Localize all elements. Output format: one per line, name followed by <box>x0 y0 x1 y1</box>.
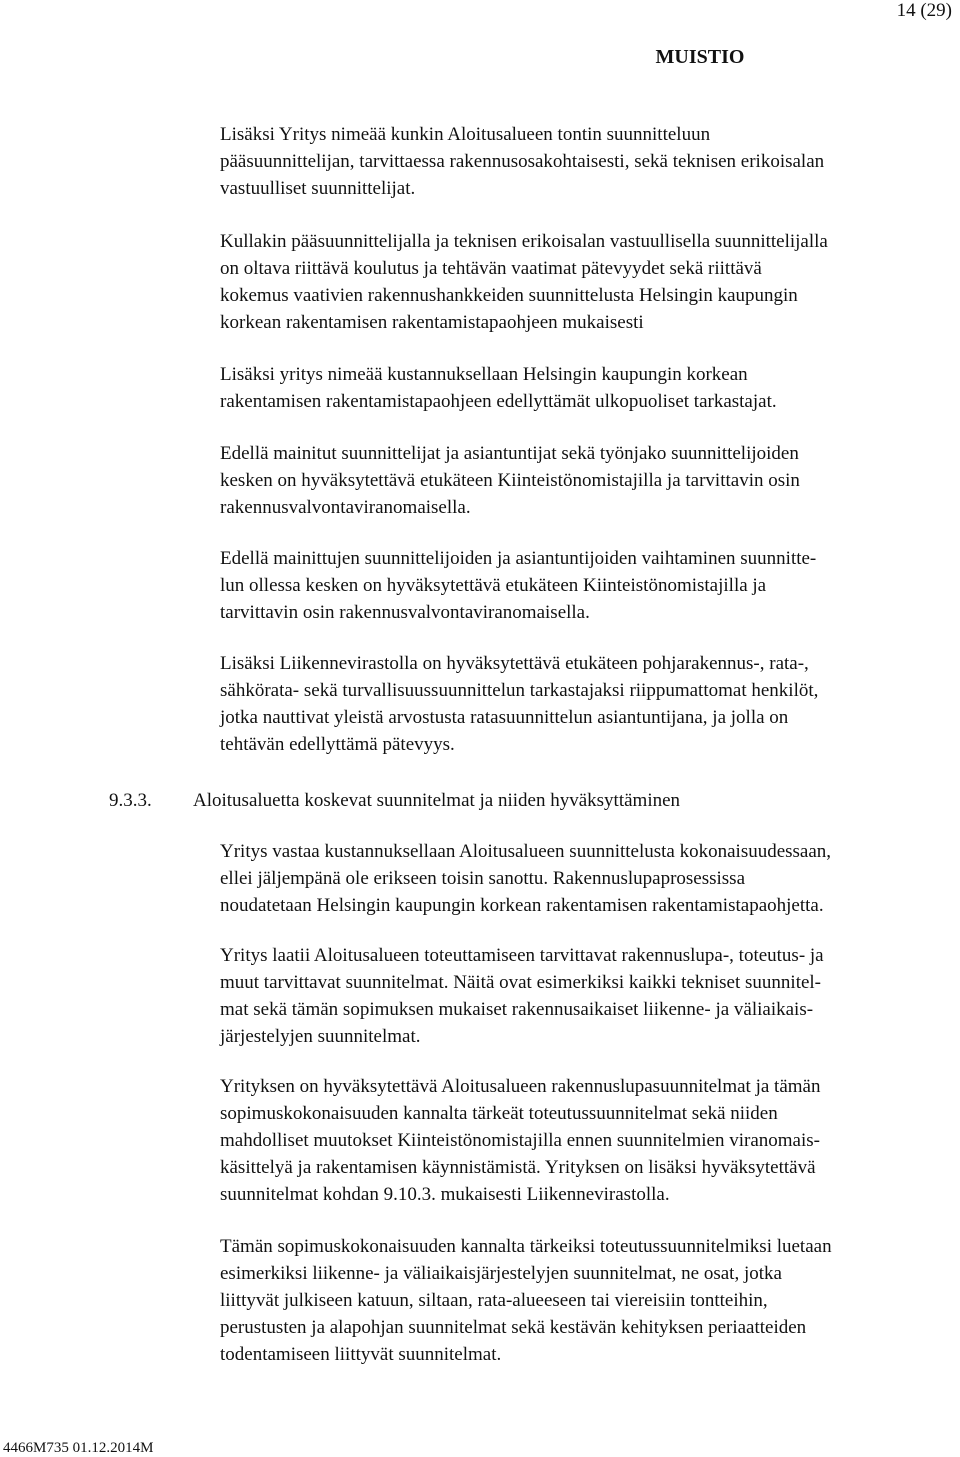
paragraph-line: Kullakin pääsuunnittelijalla ja teknisen erikoisalan vastuullisella suunnittelijalla <box>220 231 828 252</box>
paragraph-line: sopimuskokonaisuuden kannalta tärkeät toteutussuunnitelmat sekä niiden <box>220 1103 778 1124</box>
paragraph-line: Lisäksi Yritys nimeää kunkin Aloitusalueen tontin suunnitteluun <box>220 124 711 145</box>
paragraph-line: Lisäksi yritys nimeää kustannuksellaan Helsingin kaupungin korkean <box>220 364 748 385</box>
paragraph-line: Edellä mainittujen suunnittelijoiden ja asiantuntijoiden vaihtaminen suunnitte- <box>220 548 817 569</box>
paragraph-line: tarvittavin osin rakennusvalvontaviranomaisella. <box>220 602 590 623</box>
paragraph <box>220 361 955 415</box>
paragraph-line: noudatetaan Helsingin kaupungin korkean rakentamisen rakentamistapaohjetta. <box>220 895 824 916</box>
paragraph <box>220 942 955 1050</box>
paragraph-line: lun ollessa kesken on hyväksytettävä etukäteen Kiinteistönomistajilla ja <box>220 575 767 596</box>
paragraph-line: rakennusvalvontaviranomaisella. <box>220 497 471 518</box>
paragraph-line: järjestelyjen suunnitelmat. <box>220 1026 421 1047</box>
section-number: 9.3.3. <box>109 790 152 811</box>
paragraph-line: käsittelyä ja rakentamisen käynnistämistä. Yrityksen on lisäksi hyväksytettävä <box>220 1157 816 1178</box>
paragraph <box>220 545 955 626</box>
paragraph-line: mat sekä tämän sopimuksen mukaiset rakennusaikaiset liikenne- ja väliaikais- <box>220 999 814 1020</box>
paragraph <box>220 1073 955 1208</box>
paragraph <box>220 838 955 919</box>
document-title: MUISTIO <box>655 46 745 68</box>
paragraph-line: korkean rakentamisen rakentamistapaohjeen mukaisesti <box>220 312 644 333</box>
footer-document-code: 4466M735 01.12.2014M <box>3 1440 154 1456</box>
paragraph-line: ellei jäljempänä ole erikseen toisin sanottu. Rakennuslupaprosessissa <box>220 868 746 889</box>
paragraph-line: jotka nauttivat yleistä arvostusta ratasuunnittelun asiantuntijana, ja jolla on <box>220 707 789 728</box>
paragraph <box>220 440 955 521</box>
paragraph-line: muut tarvittavat suunnitelmat. Näitä ovat esimerkiksi kaikki tekniset suunnitel- <box>220 972 822 993</box>
paragraph-line: liittyvät julkiseen katuun, siltaan, rata-alueeseen tai viereisiin tontteihin, <box>220 1290 768 1311</box>
paragraph-line: tehtävän edellyttämä pätevyys. <box>220 734 455 755</box>
paragraph-line: Yritys laatii Aloitusalueen toteuttamiseen tarvittavat rakennuslupa-, toteutus- ja <box>220 945 824 966</box>
paragraph-line: on oltava riittävä koulutus ja tehtävän vaatimat pätevyydet sekä riittävä <box>220 258 762 279</box>
paragraph-line: esimerkiksi liikenne- ja väliaikaisjärjestelyjen suunnitelmat, ne osat, jotka <box>220 1263 782 1284</box>
page-number: 14 (29) <box>896 0 952 21</box>
paragraph <box>220 228 955 336</box>
paragraph-line: Lisäksi Liikennevirastolla on hyväksytettävä etukäteen pohjarakennus-, rata-, <box>220 653 809 674</box>
paragraph-line: mahdolliset muutokset Kiinteistönomistajilla ennen suunnitelmien viranomais- <box>220 1130 820 1151</box>
paragraph-line: vastuulliset suunnittelijat. <box>220 178 416 199</box>
paragraph-line: sähkörata- sekä turvallisuussuunnittelun tarkastajaksi riippumattomat henkilöt, <box>220 680 819 701</box>
paragraph-line: perustusten ja alapohjan suunnitelmat sekä kestävän kehityksen periaatteiden <box>220 1317 807 1338</box>
paragraph-line: kokemus vaativien rakennushankkeiden suunnittelusta Helsingin kaupungin <box>220 285 798 306</box>
paragraph-line: kesken on hyväksytettävä etukäteen Kiinteistönomistajilla ja tarvittavin osin <box>220 470 800 491</box>
paragraph <box>220 1233 955 1368</box>
paragraph-line: Yritys vastaa kustannuksellaan Aloitusalueen suunnittelusta kokonaisuudessaan, <box>220 841 832 862</box>
paragraph-line: pääsuunnittelijan, tarvittaessa rakennusosakohtaisesti, sekä teknisen erikoisalan <box>220 151 825 172</box>
paragraph <box>220 650 955 758</box>
paragraph-line: Tämän sopimuskokonaisuuden kannalta tärkeiksi toteutussuunnitelmiksi luetaan <box>220 1236 832 1257</box>
paragraph-line: Yrityksen on hyväksytettävä Aloitusalueen rakennuslupasuunnitelmat ja tämän <box>220 1076 821 1097</box>
paragraph-line: rakentamisen rakentamistapaohjeen edellyttämät ulkopuoliset tarkastajat. <box>220 391 777 412</box>
section-heading: Aloitusaluetta koskevat suunnitelmat ja niiden hyväksyttäminen <box>193 790 681 811</box>
paragraph <box>220 121 955 202</box>
paragraph-line: suunnitelmat kohdan 9.10.3. mukaisesti Liikennevirastolla. <box>220 1184 670 1205</box>
paragraph-line: todentamiseen liittyvät suunnitelmat. <box>220 1344 502 1365</box>
paragraph-line: Edellä mainitut suunnittelijat ja asiantuntijat sekä työnjako suunnittelijoiden <box>220 443 799 464</box>
